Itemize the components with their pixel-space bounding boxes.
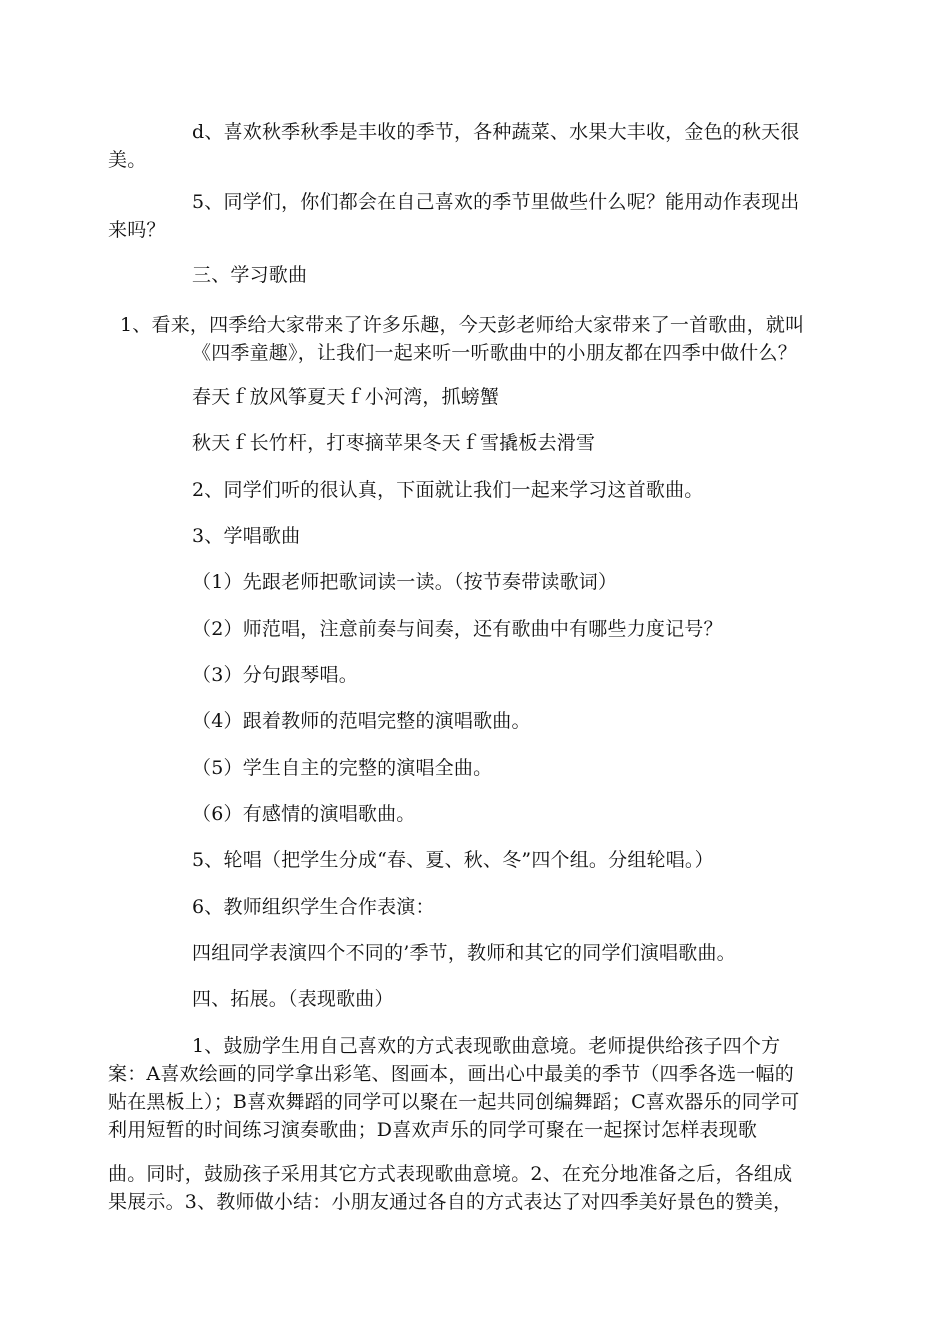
substep-2: （2）师范唱，注意前奏与间奏，还有歌曲中有哪些力度记号？ [192, 618, 723, 640]
paragraph-intro-song-line-2: 《四季童趣》，让我们一起来听一听歌曲中的小朋友都在四季中做什么？ [192, 342, 797, 364]
paragraph-step-3: 3、学唱歌曲 [192, 525, 301, 547]
substep-3: （3）分句跟琴唱。 [192, 664, 358, 686]
paragraph-question-line-1: 5、同学们，你们都会在自己喜欢的季节里做些什么呢？能用动作表现出 [192, 191, 800, 213]
paragraph-summary-line-1: 曲。同时，鼓励孩子采用其它方式表现歌曲意境。2、在充分地准备之后，各组成 [108, 1163, 793, 1185]
section-heading-extension: 四、拓展。（表现歌曲） [192, 988, 394, 1010]
substep-1: （1）先跟老师把歌词读一读。（按节奏带读歌词） [192, 571, 618, 593]
paragraph-intro-song-line-1: 1、看来，四季给大家带来了许多乐趣，今天彭老师给大家带来了一首歌曲，就叫 [120, 314, 805, 336]
lyrics-spring-summer: 春天ｆ放风筝夏天ｆ小河湾，抓螃蟹 [192, 386, 500, 408]
paragraph-extension-line-2: 案：A喜欢绘画的同学拿出彩笔、图画本，画出心中最美的季节（四季各选一幅的 [108, 1063, 794, 1085]
paragraph-question-line-2: 来吗？ [108, 219, 166, 241]
substep-6: （6）有感情的演唱歌曲。 [192, 803, 416, 825]
lyrics-autumn-winter: 秋天ｆ长竹杆，打枣摘苹果冬天ｆ雪撬板去滑雪 [192, 432, 596, 454]
substep-5: （5）学生自主的完整的演唱全曲。 [192, 757, 493, 779]
paragraph-autumn-line-1: d、喜欢秋季秋季是丰收的季节，各种蔬菜、水果大丰收，金色的秋天很 [192, 121, 800, 143]
section-heading-learn-song: 三、学习歌曲 [192, 264, 308, 286]
paragraph-performance: 6、教师组织学生合作表演： [192, 896, 435, 918]
paragraph-extension-line-4: 利用短暂的时间练习演奏歌曲；D喜欢声乐的同学可聚在一起探讨怎样表现歌 [108, 1119, 758, 1141]
paragraph-step-2: 2、同学们听的很认真，下面就让我们一起来学习这首歌曲。 [192, 479, 704, 501]
paragraph-summary-line-2: 果展示。3、教师做小结：小朋友通过各自的方式表达了对四季美好景色的赞美， [108, 1191, 793, 1213]
paragraph-extension-line-1: 1、鼓励学生用自己喜欢的方式表现歌曲意境。老师提供给孩子四个方 [192, 1035, 781, 1057]
paragraph-round-singing: 5、轮唱（把学生分成“春、夏、秋、冬”四个组。分组轮唱。） [192, 849, 714, 871]
paragraph-extension-line-3: 贴在黑板上）；B喜欢舞蹈的同学可以聚在一起共同创编舞蹈；C喜欢器乐的同学可 [108, 1091, 800, 1113]
substep-4: （4）跟着教师的范唱完整的演唱歌曲。 [192, 710, 531, 732]
paragraph-groups-perform: 四组同学表演四个不同的’季节，教师和其它的同学们演唱歌曲。 [192, 942, 736, 964]
paragraph-autumn-line-2: 美。 [108, 149, 147, 171]
